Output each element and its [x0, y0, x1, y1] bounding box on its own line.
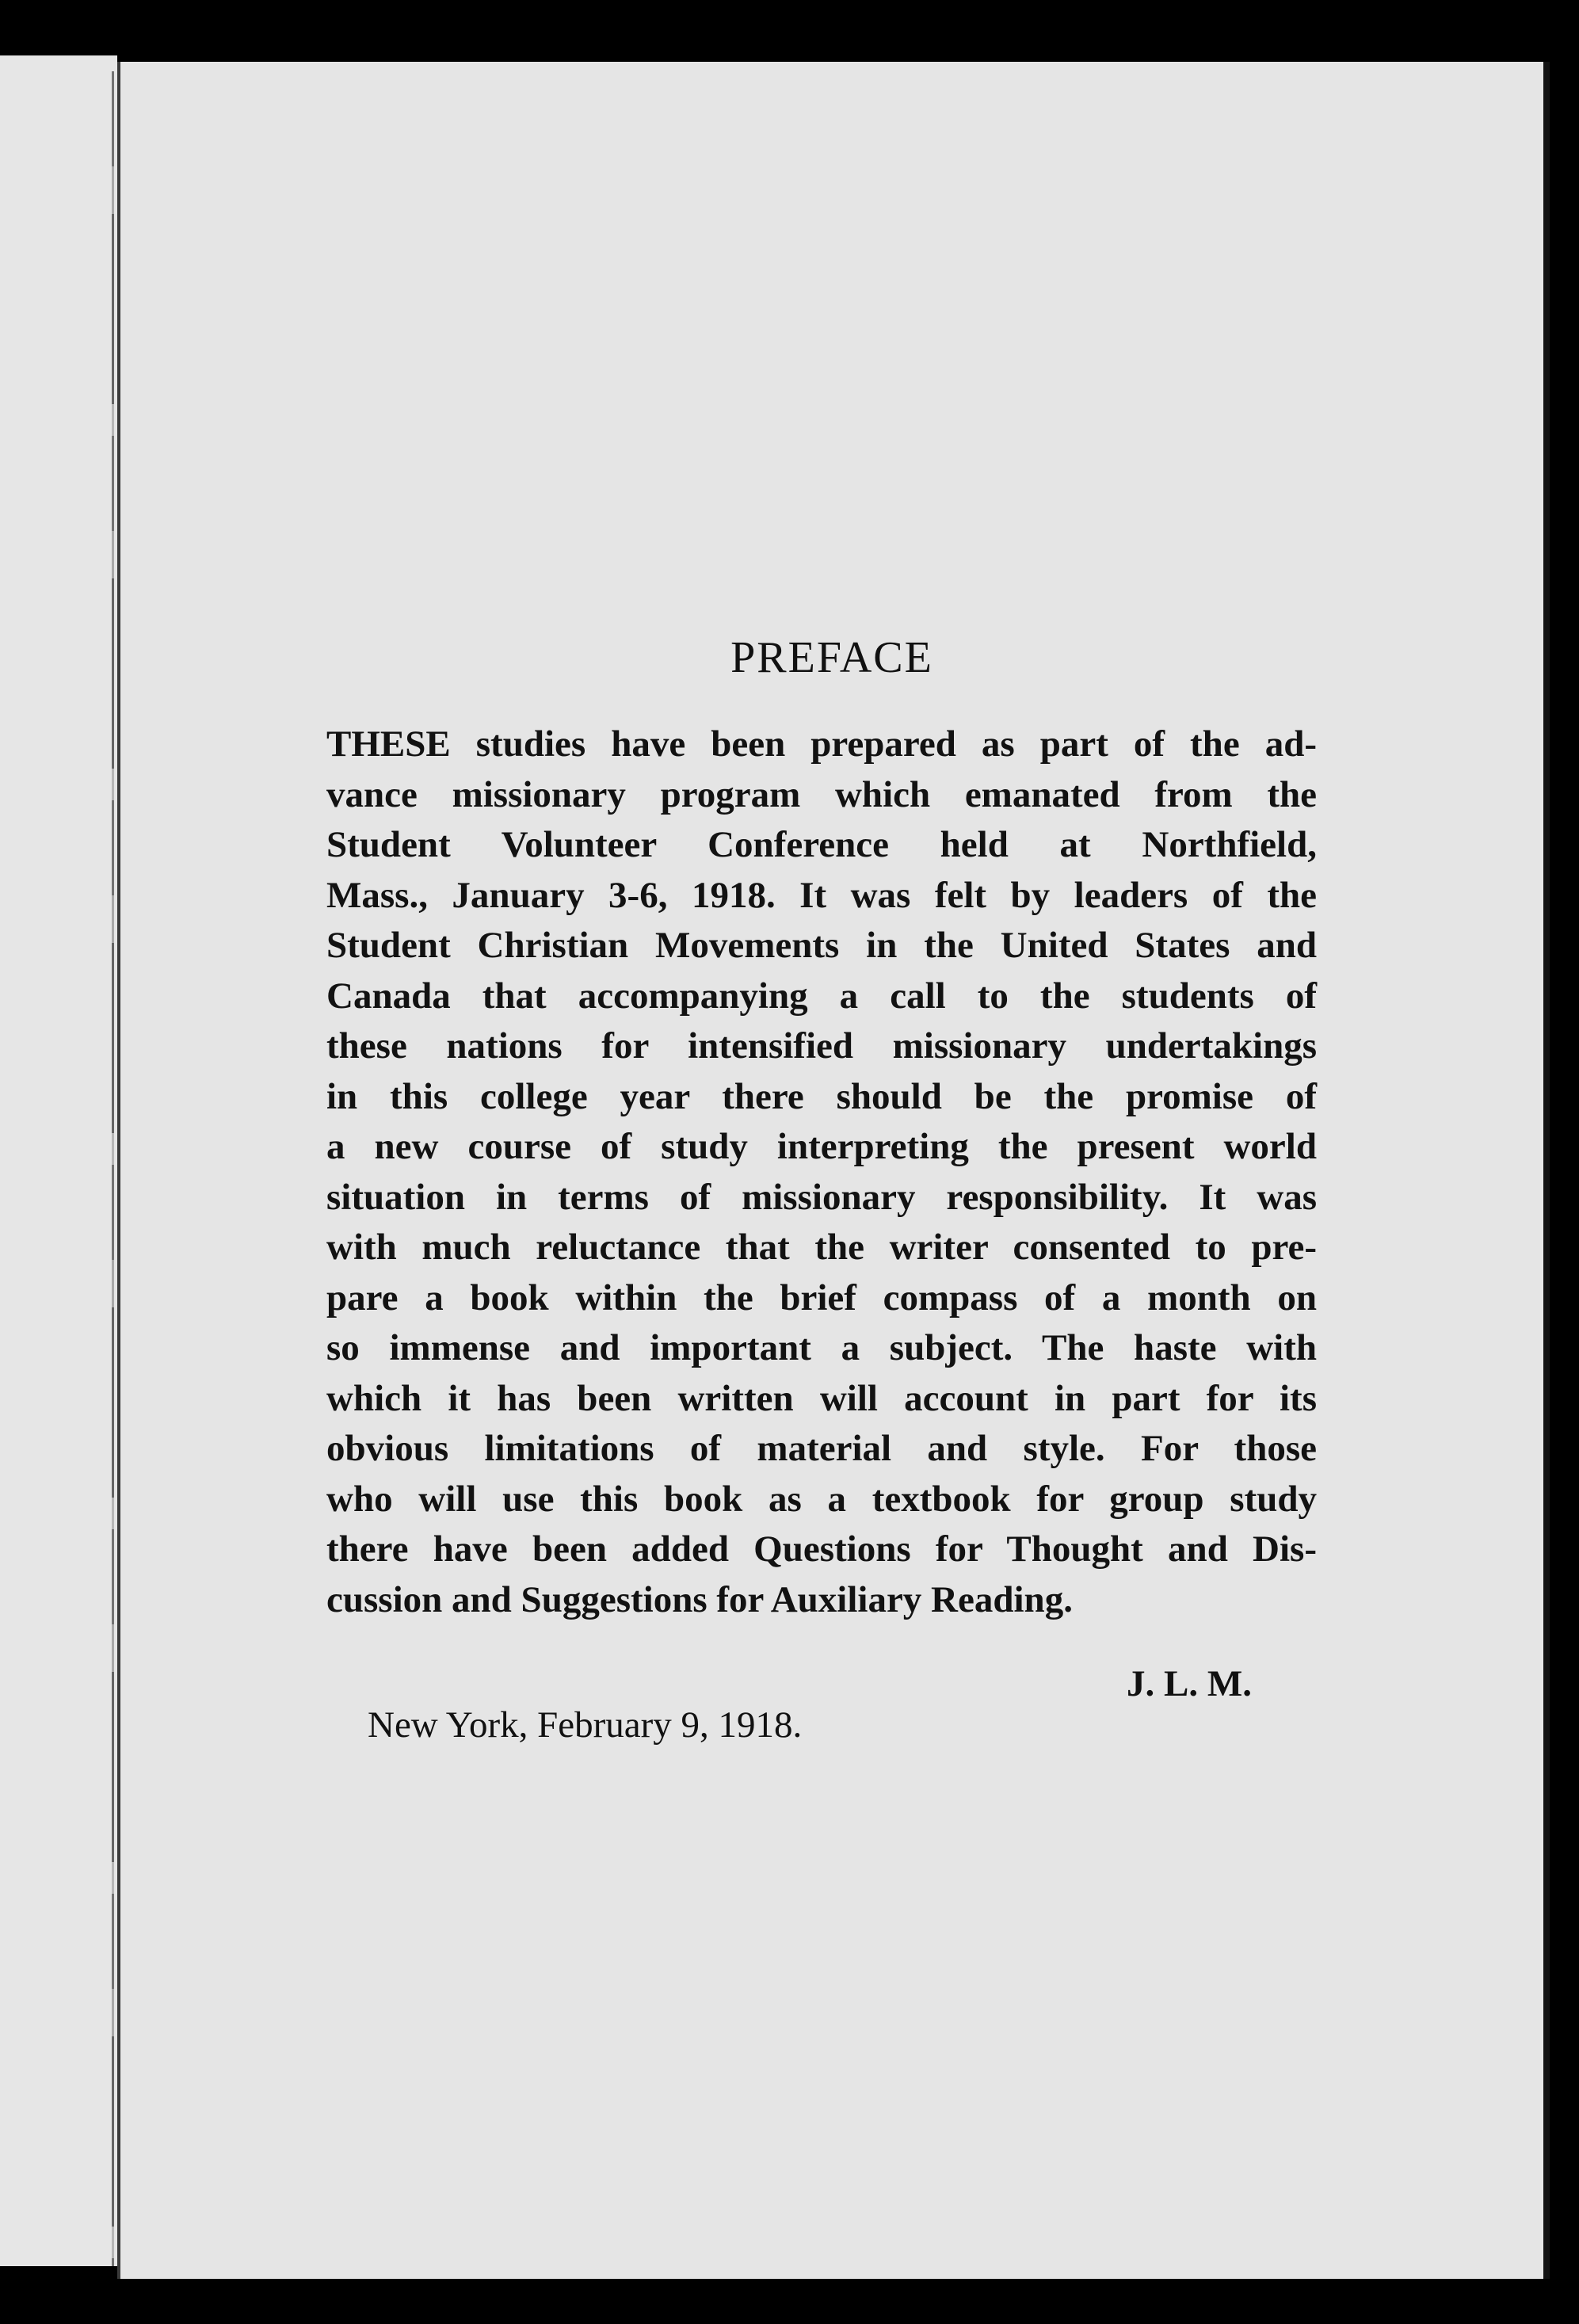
paragraph-line: Mass., January 3-6, 1918. It was felt by leaders of the [326, 874, 1317, 916]
paragraph-line: which it has been written will account in part for its [326, 1377, 1317, 1419]
paragraph-line: who will use this book as a textbook for group study [326, 1478, 1317, 1520]
lead-word: THESE [326, 723, 451, 765]
paragraph-line: obvious limitations of material and style. For those [326, 1428, 1317, 1469]
paragraph-line: a new course of study interpreting the present world [326, 1126, 1317, 1167]
paragraph-line: pare a book within the brief compass of a month on [326, 1276, 1317, 1318]
scan-left-margin [0, 55, 117, 2266]
paragraph-line: so immense and important a subject. The haste with [326, 1327, 1317, 1368]
preface-paragraph [326, 719, 1317, 1625]
paragraph-line: situation in terms of missionary responsibility. It was [326, 1176, 1317, 1218]
paragraph-line: Canada that accompanying a call to the students of [326, 975, 1317, 1017]
line-text: studies have been prepared as part of the ad- [450, 723, 1317, 765]
place-and-date: New York, February 9, 1918. [368, 1704, 803, 1746]
paragraph-line: cussion and Suggestions for Auxiliary Reading. [326, 1578, 1073, 1620]
paragraph-line: with much reluctance that the writer consented to pre- [326, 1227, 1317, 1268]
paragraph-line: in this college year there should be the promise of [326, 1075, 1317, 1117]
page-title: PREFACE [730, 633, 933, 682]
author-initials: J. L. M. [1127, 1663, 1252, 1704]
paragraph-line: these nations for intensified missionary undertakings [326, 1025, 1317, 1067]
paragraph-line [326, 719, 1317, 770]
book-page [117, 62, 1550, 2279]
paragraph-line: Student Christian Movements in the United States and [326, 925, 1317, 966]
binding-fold-line [112, 71, 114, 2266]
paragraph-line: vance missionary program which emanated from the [326, 773, 1317, 815]
paragraph-line: Student Volunteer Conference held at Northfield, [326, 824, 1317, 865]
paragraph-line: there have been added Questions for Thought and Dis- [326, 1528, 1317, 1570]
